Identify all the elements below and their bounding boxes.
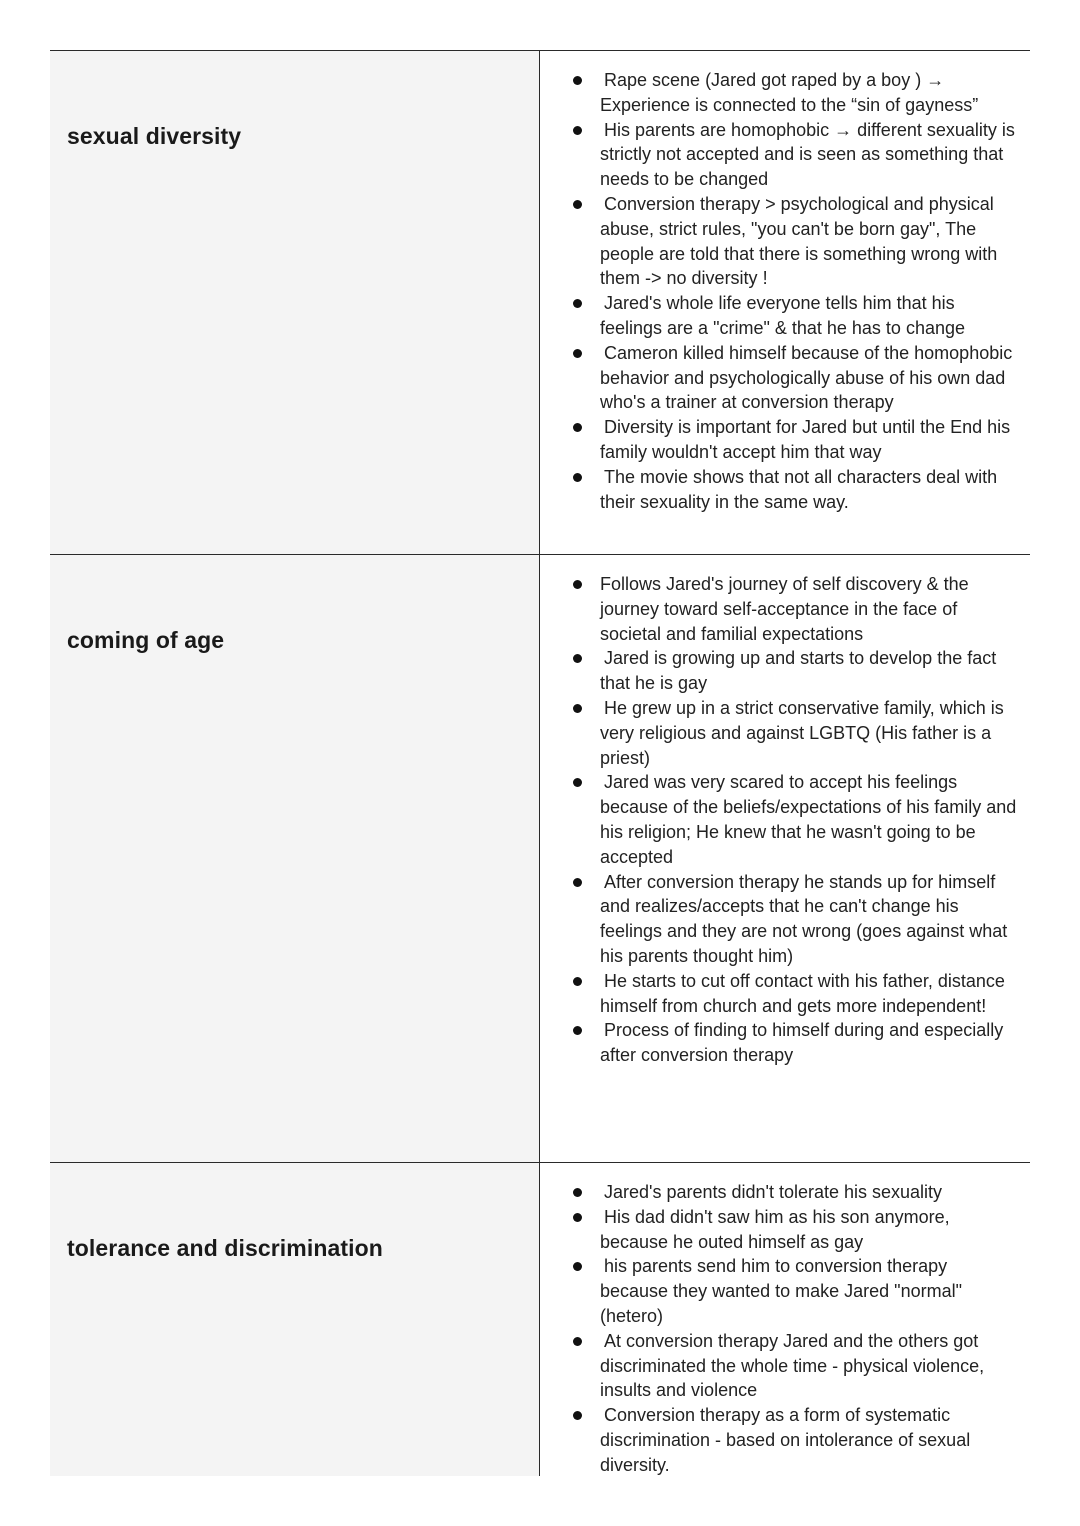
bullet-point: Follows Jared's journey of self discovery & the journey toward self-acceptance in the face of societal and familial expectations (600, 572, 1018, 646)
topic-title: tolerance and discrimination (67, 1235, 383, 1261)
bullet-point: After conversion therapy he stands up for himself and realizes/accepts that he can't change his feelings and they are not wrong (goes against what his parents thought him) (600, 870, 1018, 969)
points-cell (540, 555, 1030, 1162)
topic-cell (50, 1163, 540, 1476)
bullet-point: The movie shows that not all characters deal with their sexuality in the same way. (600, 465, 1018, 515)
table-row (50, 554, 1030, 1162)
topic-cell (50, 555, 540, 1162)
topic-cell (50, 51, 540, 554)
points-cell (540, 1163, 1030, 1476)
bullet-point: Jared's whole life everyone tells him that his feelings are a "crime" & that he has to change (600, 291, 1018, 341)
bullet-point: His parents are homophobic → different sexuality is strictly not accepted and is seen as something that needs to be changed (600, 118, 1018, 192)
bullet-point: Process of finding to himself during and especially after conversion therapy (600, 1018, 1018, 1068)
bullet-list (600, 1180, 1018, 1478)
bullet-point: Conversion therapy > psychological and physical abuse, strict rules, "you can't be born gay", The people are told that there is something wrong with them -> no diversity ! (600, 192, 1018, 291)
points-cell (540, 51, 1030, 554)
bullet-point: Diversity is important for Jared but until the End his family wouldn't accept him that way (600, 415, 1018, 465)
bullet-point: His dad didn't saw him as his son anymore, because he outed himself as gay (600, 1205, 1018, 1255)
bullet-point: his parents send him to conversion therapy because they wanted to make Jared "normal" (hetero) (600, 1254, 1018, 1328)
table-row (50, 1162, 1030, 1476)
bullet-point: Rape scene (Jared got raped by a boy ) → Experience is connected to the “sin of gayness” (600, 68, 1018, 118)
topic-title: sexual diversity (67, 123, 242, 149)
bullet-list (600, 572, 1018, 1068)
bullet-point: Jared is growing up and starts to develop the fact that he is gay (600, 646, 1018, 696)
bullet-point: He grew up in a strict conservative family, which is very religious and against LGBTQ (His father is a priest) (600, 696, 1018, 770)
bullet-point: Jared's parents didn't tolerate his sexuality (600, 1180, 1018, 1205)
topic-title: coming of age (67, 627, 225, 653)
bullet-point: He starts to cut off contact with his father, distance himself from church and gets more independent! (600, 969, 1018, 1019)
bullet-point: Conversion therapy as a form of systematic discrimination - based on intolerance of sexual diversity. (600, 1403, 1018, 1477)
theme-table (50, 50, 1030, 1476)
bullet-point: Cameron killed himself because of the homophobic behavior and psychologically abuse of his own dad who's a trainer at conversion therapy (600, 341, 1018, 415)
table-row (50, 50, 1030, 554)
bullet-list (600, 68, 1018, 514)
bullet-point: Jared was very scared to accept his feelings because of the beliefs/expectations of his family and his religion; He knew that he wasn't going to be accepted (600, 770, 1018, 869)
bullet-point: At conversion therapy Jared and the others got discriminated the whole time - physical violence, insults and violence (600, 1329, 1018, 1403)
